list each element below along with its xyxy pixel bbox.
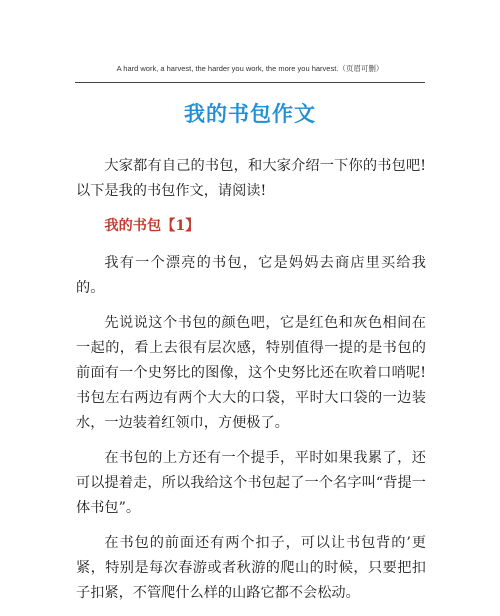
section-subheading: 我的书包【1】: [104, 218, 200, 234]
document-body: [76, 154, 426, 616]
document-title: 我的书包作文: [184, 101, 316, 126]
page-header: A hard work, a harvest, the harder you work, the more you harvest.（页眉可删）: [116, 64, 384, 73]
body-paragraph: 先说说这个书包的颜色吧，它是红色和灰色相间在一起的，看上去很有层次感，特别值得一提的是书包的前面有一个史努比的图像，这个史努比还在吹着口哨呢!书包左右两边有两个大大的口袋，平时大口袋的一边装水，一边装着红领巾，方便极了。: [76, 315, 426, 431]
body-paragraph: 在书包的上方还有一个提手，平时如果我累了，还可以提着走，所以我给这个书包起了一个名字叫“背提一体书包”。: [76, 450, 426, 516]
intro-paragraph: 大家都有自己的书包，和大家介绍一下你的书包吧!以下是我的书包作文，请阅读!: [76, 158, 426, 199]
body-paragraph: 我有一个漂亮的书包，它是妈妈去商店里买给我的。: [76, 255, 426, 296]
body-paragraph: 在书包的前面还有两个扣子，可以让书包背的’更紧，特别是每次春游或者秋游的爬山的时候，只要把扣子扣紧，不管爬什么样的山路它都不会松动。: [76, 535, 426, 601]
header-divider: [75, 82, 425, 83]
